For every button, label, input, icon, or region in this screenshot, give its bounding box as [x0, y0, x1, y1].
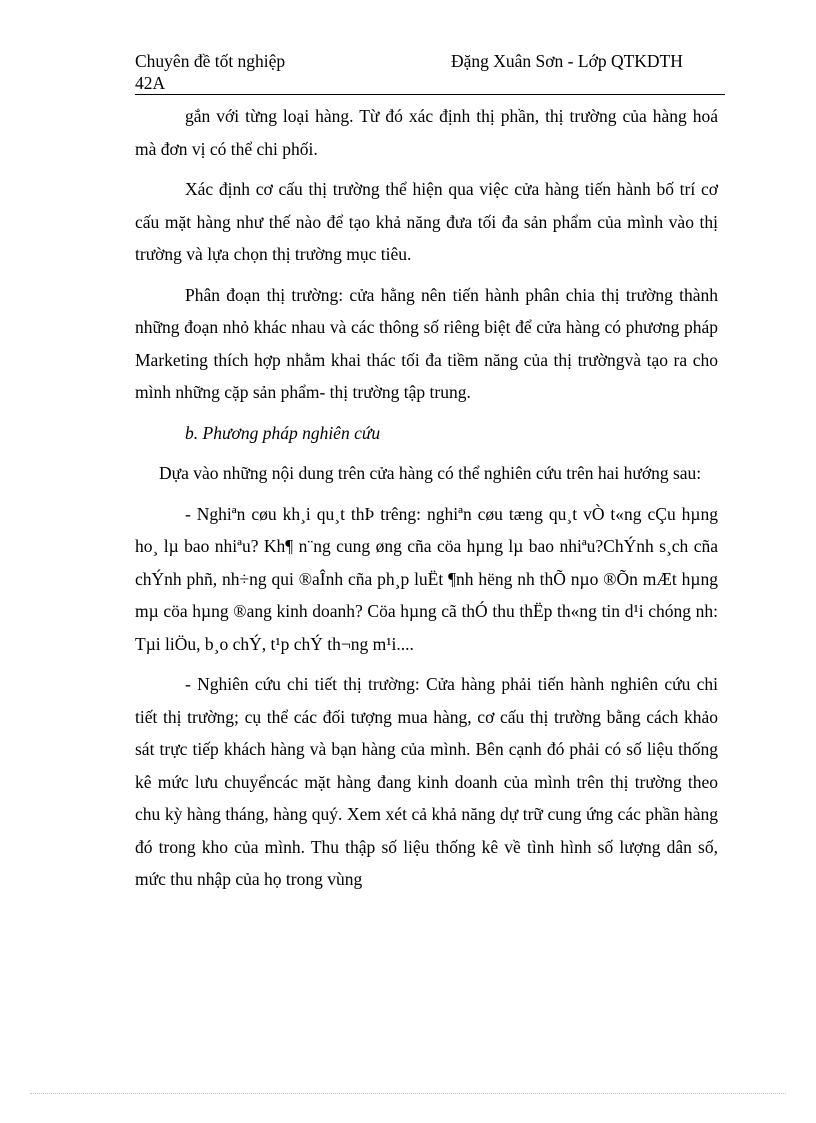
paragraph-detailed-research: - Nghiên cứu chi tiết thị trường: Cửa hàng phải tiến hành nghiên cứu chi tiết thị trường; cụ thể các đối tượng mua hàng, cơ cấu thị trường bằng cách khảo sát trực tiếp khách hàng và bạn hàng của mình. Bên cạnh đó phải có số liệu thống kê mức lưu chuyểncác mặt hàng đang kinh doanh của mình trên thị trường theo chu kỳ hàng tháng, hàng quý. Xem xét cả khả năng dự trữ cung ứng các phần hàng đó trong kho của mình. Thu thập số liệu thống kê về tình hình số lượng dân số, mức thu nhập của họ trong vùng	[135, 674, 718, 889]
paragraph-research-directions: Dựa vào những nội dung trên cửa hàng có thể nghiên cứu trên hai hướng sau:	[159, 463, 702, 483]
header-author-class: Đặng Xuân Sơn - Lớp QTKDTH	[451, 51, 683, 71]
paragraph-general-research: - Nghiªn cøu kh¸i qu¸t thÞ trêng: nghiªn cøu tæng qu¸t vÒ t«ng cÇu hµng ho¸ lµ bao nhiªu? Kh¶ n¨ng cung øng cña cöa hµng lµ bao nhiªu?ChÝnh s¸ch cña chÝnh phñ, nh÷ng qui ®aÎnh cña ph¸p luËt ¶nh hëng nh thÕ nµo ®Õn mÆt hµng mµ cöa hµng ®ang kinh doanh? Cöa hµng cã thÓ thu thËp th«ng tin d¹i chóng nh: Tµi liÖu, b¸o chÝ, t¹p chÝ th¬ng m¹i....	[135, 503, 718, 654]
paragraph-market-structure: Xác định cơ cấu thị trường thể hiện qua việc cửa hàng tiến hành bố trí cơ cấu mặt hàng như thế nào để tạo khả năng đưa tối đa sản phẩm của mình vào thị trường và lựa chọn thị trường mục tiêu.	[135, 179, 718, 264]
paragraph-market-segmentation: Phân đoạn thị trường: cửa hằng nên tiến hành phân chia thị trường thành những đoạn nhỏ khác nhau và các thông số riêng biệt để cửa hàng có phương pháp Marketing thích hợp nhằm khai thác tối đa tiềm năng của thị trườngvà tạo ra cho mình những cặp sản phẩm- thị trường tập trung.	[135, 284, 718, 402]
document-body	[135, 100, 718, 896]
page-header	[135, 50, 725, 95]
page-bottom-dotted-line	[30, 1093, 786, 1094]
section-heading-research-method: b. Phương pháp nghiên cứu	[185, 422, 381, 443]
header-thesis-title: Chuyên đề tốt nghiệp 42A	[135, 51, 286, 93]
paragraph-market-share: gắn với từng loại hàng. Từ đó xác định thị phần, thị trường của hàng hoá mà đơn vị có thể chi phối.	[135, 106, 718, 159]
